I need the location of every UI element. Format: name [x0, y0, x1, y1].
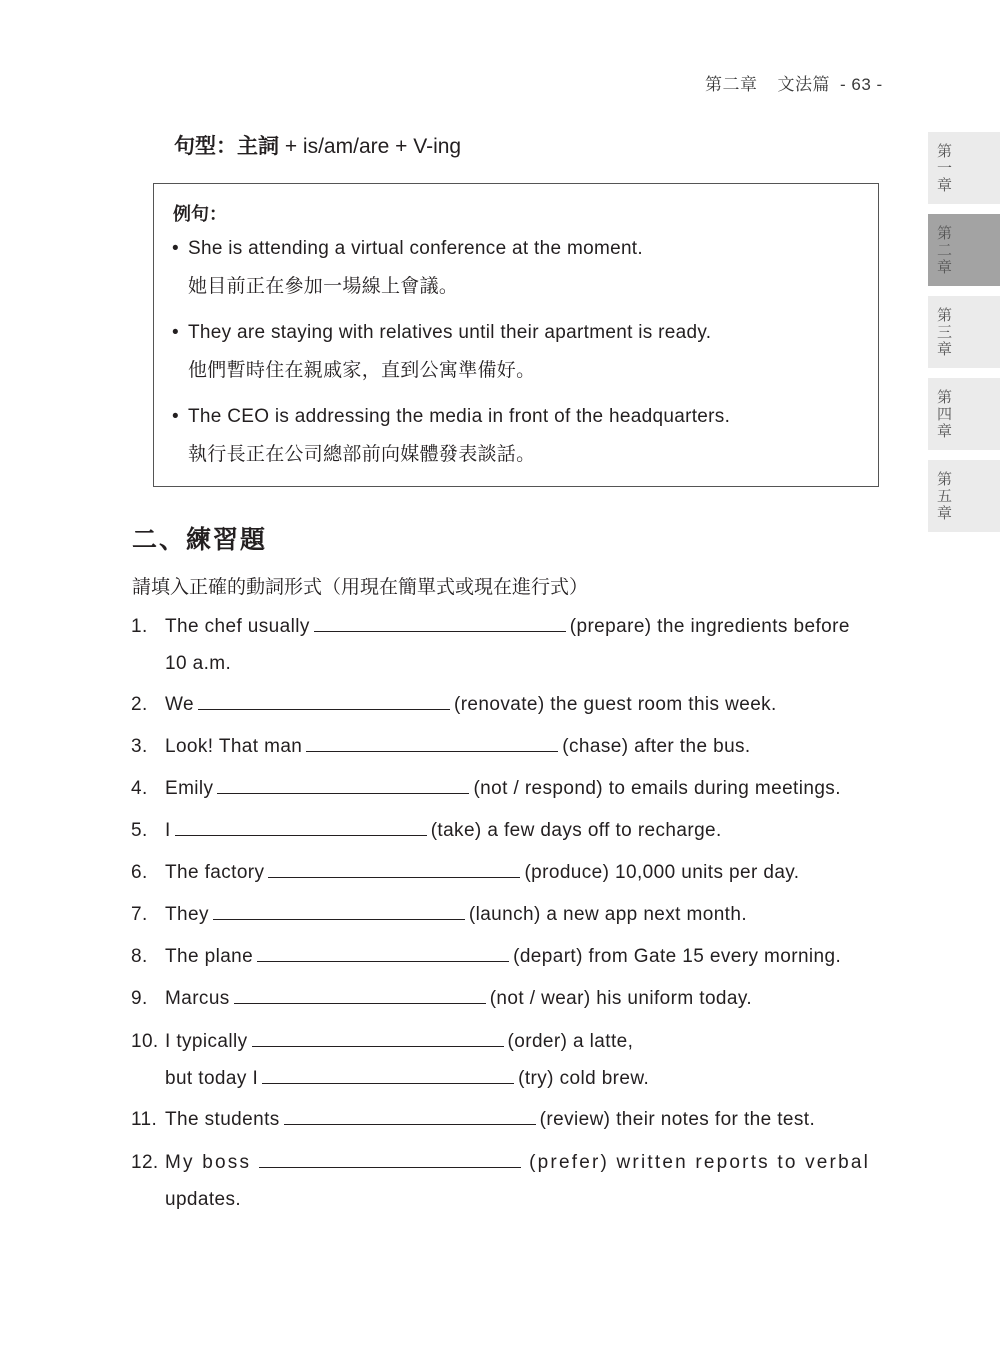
answer-blank[interactable] [175, 834, 427, 836]
page-number: - 63 - [840, 75, 883, 94]
section-title: 二、練習題 [132, 526, 268, 554]
question-10: 10. I typically (order) a latte, but today I (try) cold brew. [131, 1031, 650, 1089]
example-zh: 她目前正在參加一場線上會議。 [188, 276, 459, 297]
example-en: She is attending a virtual conference at the moment. [188, 238, 643, 259]
section-label: 文法篇 [777, 75, 830, 94]
question-8: 8. The plane (depart) from Gate 15 every morning. [131, 946, 842, 967]
answer-blank[interactable] [259, 1166, 521, 1168]
question-11: 11. The students (review) their notes for the test. [131, 1109, 816, 1130]
question-1: 1. The chef usually (prepare) the ingredients before 10 a.m. [131, 616, 850, 674]
chapter-tab-5[interactable]: 第 五 章 [928, 460, 1000, 532]
example-title: 例句： [173, 204, 227, 224]
question-7: 7. They (launch) a new app next month. [131, 904, 748, 925]
answer-blank[interactable] [268, 876, 520, 878]
question-3: 3. Look! That man (chase) after the bus. [131, 736, 751, 757]
pattern-formula: + is/am/are + V-ing [279, 135, 462, 158]
chapter-tab-3[interactable]: 第 三 章 [928, 296, 1000, 368]
chapter-label: 第二章 [705, 75, 758, 94]
answer-blank[interactable] [314, 630, 566, 632]
chapter-tab-1[interactable]: 第 一 章 [928, 132, 1000, 204]
running-header [705, 70, 883, 95]
example-item [172, 322, 711, 382]
pattern-label: 句型：主詞 [174, 135, 279, 158]
question-12: 12. My boss (prefer) written reports to verbal updates. [131, 1152, 871, 1210]
bullet-icon: • [172, 238, 179, 259]
answer-blank[interactable] [257, 960, 509, 962]
bullet-icon: • [172, 322, 179, 343]
bullet-icon: • [172, 406, 179, 427]
answer-blank[interactable] [252, 1045, 504, 1047]
sentence-pattern [174, 130, 461, 160]
example-zh: 他們暫時住在親戚家，直到公寓準備好。 [188, 360, 536, 381]
answer-blank[interactable] [284, 1123, 536, 1125]
answer-blank[interactable] [234, 1002, 486, 1004]
example-zh: 執行長正在公司總部前向媒體發表談話。 [188, 444, 536, 465]
example-item [172, 238, 643, 298]
answer-blank[interactable] [213, 918, 465, 920]
answer-blank[interactable] [198, 708, 450, 710]
chapter-tab-2[interactable]: 第 二 章 [928, 214, 1000, 286]
example-item [172, 406, 730, 466]
answer-blank[interactable] [217, 792, 469, 794]
example-en: The CEO is addressing the media in front of the headquarters. [188, 406, 731, 427]
chapter-tabs [928, 132, 1000, 542]
answer-blank[interactable] [306, 750, 558, 752]
question-5: 5. I (take) a few days off to recharge. [131, 820, 722, 841]
example-en: They are staying with relatives until their apartment is ready. [188, 322, 712, 343]
chapter-tab-4[interactable]: 第 四 章 [928, 378, 1000, 450]
question-6: 6. The factory (produce) 10,000 units per day. [131, 862, 800, 883]
question-2: 2. We (renovate) the guest room this week. [131, 694, 777, 715]
answer-blank[interactable] [262, 1082, 514, 1084]
instructions: 請填入正確的動詞形式（用現在簡單式或現在進行式） [132, 577, 589, 598]
example-box [153, 183, 879, 487]
question-4: 4. Emily (not / respond) to emails during meetings. [131, 778, 841, 799]
question-9: 9. Marcus (not / wear) his uniform today. [131, 988, 753, 1009]
